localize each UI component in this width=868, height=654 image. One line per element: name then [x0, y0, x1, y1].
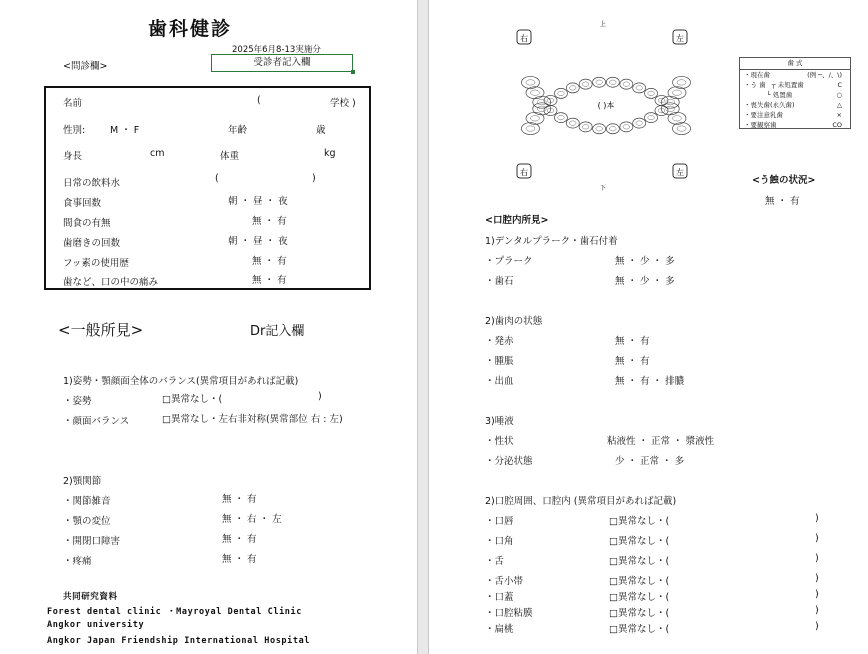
balance-section-heading: 1)姿勢・顎顔面全体のバランス(異常項目があれば記載)	[63, 376, 299, 387]
snack-label: 間食の有無	[63, 218, 111, 229]
saliva-row-options[interactable]: 粘液性 ・ 正常 ・ 漿液性	[607, 436, 715, 447]
saliva-row-options[interactable]: 少 ・ 正常 ・ 多	[615, 456, 685, 467]
oral-findings-heading: <口腔内所見>	[485, 215, 549, 226]
research-line: Forest dental clinic ・Mayroyal Dental Clinic	[47, 607, 302, 617]
pain-label: 歯など、口の中の痛み	[63, 277, 159, 288]
legend-row	[740, 80, 850, 90]
legend-symbol: CO	[832, 121, 842, 129]
gum-row-options[interactable]: 無 ・ 有	[615, 356, 650, 367]
tooth[interactable]	[673, 123, 691, 135]
water-paren-open: (	[215, 173, 219, 184]
tooth[interactable]	[645, 88, 658, 98]
age-label: 年齢	[228, 125, 248, 136]
name-label: 名前	[63, 98, 83, 109]
gum-row-options[interactable]: 無 ・ 有	[615, 336, 650, 347]
tooth[interactable]	[554, 88, 567, 98]
plaque-row-options[interactable]: 無 ・ 少 ・ 多	[615, 256, 675, 267]
legend-title: 歯 式	[740, 58, 850, 70]
quadrant-upper-left-marker	[673, 30, 687, 44]
caries-options[interactable]: 無 ・ 有	[765, 196, 800, 207]
legend-row	[740, 100, 850, 110]
legend-label: └ 処置歯	[744, 91, 793, 99]
tooth[interactable]	[526, 112, 544, 124]
oral-area-heading: 2)口腔周囲、口腔内 (異常項目があれば記載)	[485, 496, 677, 507]
saliva-row-label: ・性状	[485, 436, 514, 447]
tooth[interactable]	[620, 122, 633, 132]
oral-area-row-close: )	[815, 553, 819, 564]
cell-resize-handle[interactable]	[351, 70, 355, 74]
posture-value[interactable]: □異常なし・(	[162, 394, 223, 405]
gum-row-label: ・腫脹	[485, 356, 514, 367]
tooth[interactable]	[593, 124, 606, 134]
fluoride-options[interactable]: 無 ・ 有	[252, 256, 287, 267]
oral-area-row-close: )	[815, 573, 819, 584]
tooth[interactable]	[606, 77, 619, 87]
oral-area-row-value[interactable]: □異常なし・(	[609, 556, 670, 567]
oral-area-row-value[interactable]: □異常なし・(	[609, 576, 670, 587]
tooth[interactable]	[633, 83, 646, 93]
legend-row	[740, 120, 850, 130]
height-unit: cm	[150, 148, 165, 159]
lower-mark: 下	[599, 185, 607, 192]
tooth[interactable]	[620, 79, 633, 89]
water-paren-close: )	[312, 173, 316, 184]
date-note: 2025年6月8-13実施分	[232, 45, 321, 55]
legend-row	[740, 110, 850, 120]
plaque-row-label: ・プラーク	[485, 256, 533, 267]
page-title: 歯科健診	[148, 18, 233, 40]
quadrant-upper-right-marker	[517, 30, 531, 44]
gum-row-label: ・発赤	[485, 336, 514, 347]
patient-entry-cell[interactable]	[211, 54, 353, 72]
research-line: Angkor Japan Friendship International Hospital	[47, 636, 311, 646]
upper-mark: 上	[599, 21, 607, 28]
tooth-count-text: ( )本	[597, 101, 615, 110]
oral-area-row-label: ・舌小帯	[485, 576, 524, 587]
tooth[interactable]	[606, 124, 619, 134]
page-right	[429, 0, 868, 654]
legend-label: ・う 歯 ┬ 未処置歯	[744, 81, 804, 89]
oral-area-row-value[interactable]: □異常なし・(	[609, 516, 670, 527]
plaque-row-label: ・歯石	[485, 276, 514, 287]
oral-area-row-close: )	[815, 605, 819, 616]
legend-symbol: ×	[836, 111, 842, 119]
quadrant-label: 左	[676, 168, 684, 177]
legend-row	[740, 70, 850, 80]
age-unit: 歳	[316, 125, 326, 136]
oral-area-row-label: ・口唇	[485, 516, 514, 527]
oral-area-row-close: )	[815, 533, 819, 544]
height-label: 身長	[63, 151, 83, 162]
caries-heading: <う蝕の状況>	[752, 175, 816, 186]
oral-area-row-label: ・口角	[485, 536, 514, 547]
water-label: 日常の飲料水	[63, 178, 121, 189]
meals-options[interactable]: 朝 ・ 昼 ・ 夜	[228, 196, 288, 207]
tmj-row-label: ・関節雑音	[63, 496, 111, 507]
tooth[interactable]	[566, 83, 579, 93]
school-label: 学校 )	[330, 98, 356, 109]
oral-area-row-value[interactable]: □異常なし・(	[609, 592, 670, 603]
brushing-options[interactable]: 朝 ・ 昼 ・ 夜	[228, 236, 288, 247]
gum-heading: 2)歯肉の状態	[485, 316, 543, 327]
tmj-row-options[interactable]: 無 ・ 有	[222, 534, 257, 545]
tooth[interactable]	[593, 77, 606, 87]
quadrant-label: 右	[520, 168, 528, 177]
oral-area-row-label: ・扁桃	[485, 624, 514, 635]
oral-area-row-close: )	[815, 621, 819, 632]
tmj-row-label: ・開閉口障害	[63, 536, 121, 547]
gum-row-label: ・出血	[485, 376, 514, 387]
sex-options[interactable]: M ・ F	[110, 125, 140, 136]
legend-label: ・要観察歯	[744, 121, 777, 129]
tooth[interactable]	[554, 113, 567, 123]
plaque-row-options[interactable]: 無 ・ 少 ・ 多	[615, 276, 675, 287]
legend-symbol: (例 ─、/、\)	[807, 71, 842, 79]
tooth[interactable]	[566, 118, 579, 128]
quadrant-label: 左	[676, 34, 684, 43]
legend-label: ・喪失歯(永久歯)	[744, 101, 795, 109]
oral-area-row-label: ・舌	[485, 556, 505, 567]
legend-symbol: C	[837, 81, 842, 89]
tooth[interactable]	[645, 113, 658, 123]
doctor-entry-label: Dr記入欄	[250, 324, 305, 339]
oral-area-row-label: ・口蓋	[485, 592, 514, 603]
weight-label: 体重	[220, 151, 240, 162]
tooth[interactable]	[526, 87, 544, 99]
tooth[interactable]	[633, 118, 646, 128]
tmj-row-options[interactable]: 無 ・ 有	[222, 494, 257, 505]
page-left	[0, 0, 417, 654]
oral-area-row-value[interactable]: □異常なし・(	[609, 624, 670, 635]
tmj-section-heading: 2)顎関節	[63, 476, 102, 487]
legend-symbol: ○	[836, 91, 842, 99]
questionnaire-label: <問診欄>	[63, 61, 108, 72]
school-paren-open: (	[257, 95, 261, 106]
plaque-heading: 1)デンタルプラーク・歯石付着	[485, 236, 618, 247]
legend-symbol: △	[837, 101, 842, 109]
legend-row	[740, 90, 850, 100]
research-line: Angkor university	[47, 620, 145, 630]
face-balance-label: ・顔面バランス	[63, 416, 130, 427]
quadrant-lower-left-marker	[673, 164, 687, 178]
meals-label: 食事回数	[63, 198, 102, 209]
face-balance-value[interactable]: □異常なし・左右非対称(異常部位 右 : 左)	[162, 414, 343, 425]
tmj-row-label: ・疼痛	[63, 556, 92, 567]
oral-area-row-close: )	[815, 589, 819, 600]
dental-chart[interactable]	[501, 18, 711, 193]
general-findings-heading: <一般所見>	[58, 321, 144, 339]
brushing-label: 歯磨きの回数	[63, 238, 121, 249]
saliva-heading: 3)唾液	[485, 416, 514, 427]
patient-entry-label: 受診者記入欄	[253, 57, 311, 68]
oral-area-row-value[interactable]: □異常なし・(	[609, 608, 670, 619]
tmj-row-label: ・顎の変位	[63, 516, 111, 527]
oral-area-row-value[interactable]: □異常なし・(	[609, 536, 670, 547]
gum-row-options[interactable]: 無 ・ 有 ・ 排膿	[615, 376, 685, 387]
tooth[interactable]	[579, 122, 592, 132]
oral-area-row-label: ・口腔粘膜	[485, 608, 533, 619]
posture-paren-close: )	[318, 391, 322, 402]
tmj-row-options[interactable]: 無 ・ 有	[222, 554, 257, 565]
quadrant-lower-right-marker	[517, 164, 531, 178]
snack-options[interactable]: 無 ・ 有	[252, 216, 287, 227]
oral-area-row-close: )	[815, 513, 819, 524]
legend-label: ・現在歯	[744, 71, 770, 79]
quadrant-label: 右	[520, 34, 528, 43]
saliva-row-label: ・分泌状態	[485, 456, 533, 467]
posture-label: ・姿勢	[63, 396, 92, 407]
weight-unit: kg	[324, 148, 336, 159]
research-heading: 共同研究資料	[63, 592, 118, 602]
tooth-notation-legend	[739, 57, 851, 129]
tooth[interactable]	[579, 79, 592, 89]
tmj-row-options[interactable]: 無 ・ 右 ・ 左	[222, 514, 282, 525]
tooth[interactable]	[673, 76, 691, 88]
legend-label: ・要注意乳歯	[744, 111, 783, 119]
pain-options[interactable]: 無 ・ 有	[252, 275, 287, 286]
fluoride-label: フッ素の使用歴	[63, 258, 129, 269]
sex-label: 性別:	[63, 125, 86, 136]
